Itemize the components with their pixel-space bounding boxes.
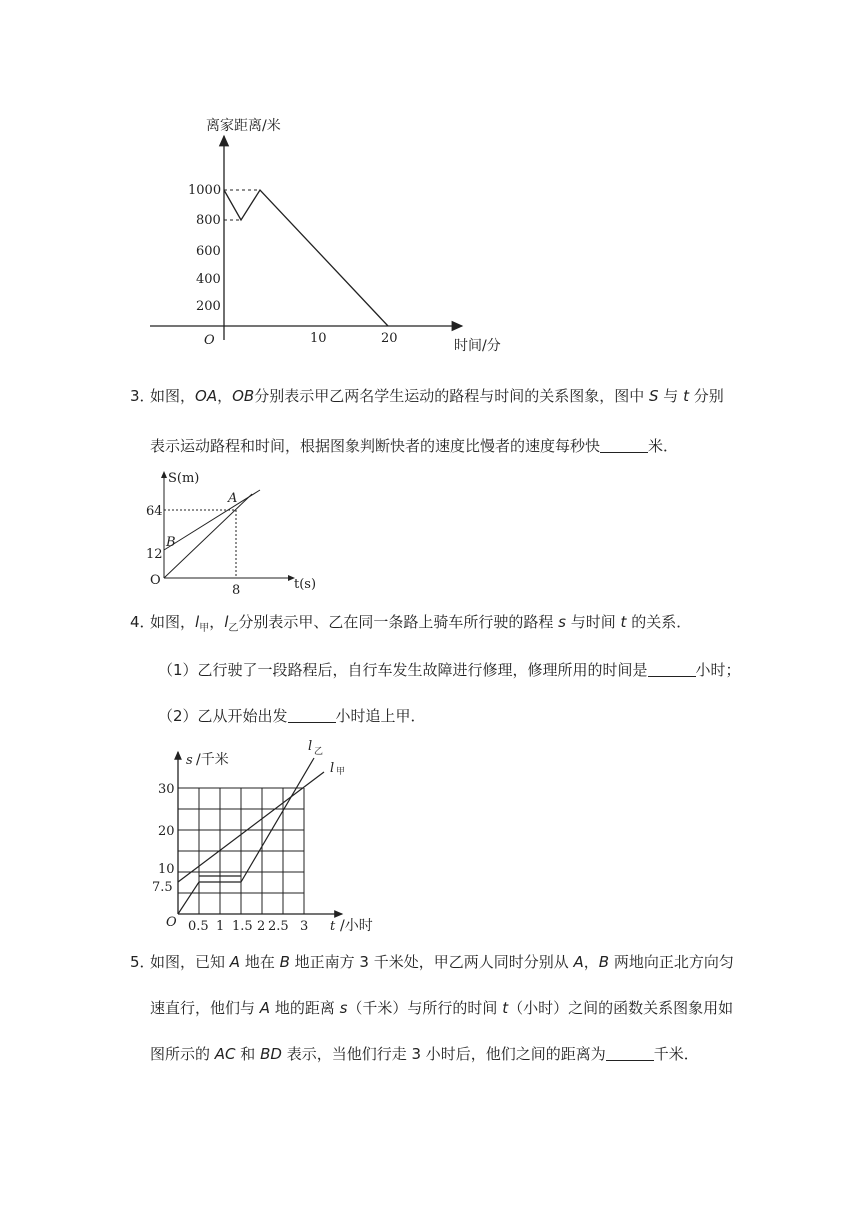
q5-text: 地正南方 3 千米处，甲乙两人同时分别从	[289, 953, 574, 971]
y-tick-400: 400	[196, 272, 221, 287]
q4-sub-jia: 甲	[199, 623, 210, 634]
x-axis-unit: /小时	[340, 918, 373, 934]
y-axis-label: S(m)	[168, 471, 200, 486]
answer-blank[interactable]	[606, 1046, 654, 1061]
q5-a: A	[229, 953, 241, 971]
q3-text: 表示运动路程和时间，根据图象判断快者的速度比慢者的速度每秒快	[150, 437, 601, 455]
q4-sub-yi: 乙	[228, 623, 239, 634]
q3-text: 如图，	[150, 387, 196, 405]
x-tick-1-5: 1.5	[232, 919, 253, 934]
q4-text: （2）乙从开始出发	[158, 707, 288, 725]
x-tick-8: 8	[232, 583, 241, 596]
q4-text: 小时追上甲．	[335, 707, 426, 725]
y-tick-30: 30	[158, 782, 175, 797]
q3-ob: OB	[232, 387, 255, 405]
origin-label: O	[150, 573, 161, 588]
question-5-line-2	[150, 998, 733, 1018]
x-tick-10: 10	[310, 331, 327, 346]
q4-text: 与时间	[565, 613, 621, 631]
q4-l-jia: l	[195, 613, 200, 631]
distance-line	[224, 190, 388, 326]
origin-label: O	[204, 333, 215, 348]
q5-text: （千米）与所行的时间	[347, 999, 503, 1017]
question-5-number: 5．	[130, 953, 155, 971]
q4-text: （1）乙行驶了一段路程后，自行车发生故障进行修理，修理所用的时间是	[158, 661, 648, 679]
question-4-sub-1	[158, 660, 741, 680]
x-tick-0-5: 0.5	[188, 919, 209, 934]
label-l-yi-sub: 乙	[314, 747, 324, 757]
x-axis-var: t	[330, 919, 336, 934]
x-tick-2: 2	[257, 919, 266, 934]
question-5-line-3	[150, 1044, 699, 1064]
y-axis-label: 离家距离/米	[206, 118, 281, 134]
line-ob	[164, 490, 260, 550]
y-axis-unit: /千米	[196, 752, 229, 768]
q4-text: 的关系．	[626, 613, 692, 631]
y-tick-10: 10	[158, 862, 175, 877]
biking-distance-graph	[148, 736, 388, 936]
q5-text: 千米．	[653, 1045, 699, 1063]
q4-t: t	[620, 613, 627, 631]
q4-text: 如图，	[150, 613, 196, 631]
q4-text: ，	[209, 613, 225, 631]
q5-text: 地在	[240, 953, 280, 971]
y-tick-12: 12	[146, 547, 163, 562]
answer-blank[interactable]	[648, 662, 696, 677]
question-5-line-1	[130, 952, 734, 972]
label-l-yi: l	[308, 739, 313, 754]
q3-text: ，	[217, 387, 233, 405]
q3-text: 分别表示甲乙两名学生运动的路程与时间的关系图象，图中	[254, 387, 649, 405]
q3-s: S	[649, 387, 659, 405]
q5-text: 图所示的	[150, 1045, 215, 1063]
q4-s: s	[558, 613, 566, 631]
q3-text: 米．	[648, 437, 679, 455]
question-4-sub-2	[158, 706, 426, 726]
x-tick-1: 1	[216, 919, 225, 934]
q3-text: 与	[658, 387, 684, 405]
distance-time-graph	[140, 108, 530, 358]
q5-text: 表示，当他们行走 3 小时后，他们之间的距离为	[281, 1045, 606, 1063]
y-tick-1000: 1000	[188, 183, 222, 198]
q4-l-yi: l	[224, 613, 229, 631]
y-tick-200: 200	[196, 299, 221, 314]
label-l-jia: l	[330, 761, 335, 776]
q5-text: ，	[583, 953, 599, 971]
q5-text: 和	[235, 1045, 261, 1063]
question-3-line-2	[150, 436, 678, 456]
q5-text: 如图，已知	[150, 953, 230, 971]
line-yi	[178, 758, 314, 914]
q5-text: 速直行，他们与	[150, 999, 260, 1017]
y-tick-800: 800	[196, 213, 221, 228]
answer-blank[interactable]	[288, 708, 336, 723]
question-4-line-1	[130, 612, 691, 639]
q5-a: A	[259, 999, 271, 1017]
y-tick-600: 600	[196, 244, 221, 259]
y-tick-64: 64	[146, 504, 163, 519]
question-3-number: 3．	[130, 387, 155, 405]
q5-b: B	[598, 953, 610, 971]
x-tick-2-5: 2.5	[268, 919, 289, 934]
y-tick-20: 20	[158, 824, 175, 839]
point-a-label: A	[228, 491, 238, 506]
q3-oa: OA	[195, 387, 218, 405]
q3-t: t	[683, 387, 689, 405]
line-oa	[164, 494, 252, 578]
answer-blank[interactable]	[600, 438, 648, 453]
point-b-label: B	[166, 535, 176, 550]
q5-s: s	[339, 999, 348, 1017]
q5-b: B	[279, 953, 290, 971]
q4-text: 小时；	[695, 661, 741, 679]
x-axis-label: t(s)	[294, 577, 317, 592]
path-time-graph	[140, 466, 330, 596]
q5-ac: AC	[214, 1045, 236, 1063]
q5-text: （小时）之间的函数关系图象用如	[508, 999, 734, 1017]
x-tick-3: 3	[300, 919, 309, 934]
y-tick-7-5: 7.5	[152, 880, 173, 895]
origin-label: O	[166, 915, 177, 930]
q3-text: 分别	[688, 387, 724, 405]
q5-a: A	[573, 953, 584, 971]
x-axis-label: 时间/分	[454, 338, 501, 354]
question-4-number: 4．	[130, 613, 155, 631]
q4-text: 分别表示甲、乙在同一条路上骑车所行驶的路程	[238, 613, 559, 631]
y-axis-var: s	[186, 753, 193, 768]
question-3-line-1	[130, 386, 724, 406]
q5-bd: BD	[260, 1045, 282, 1063]
q5-text: 地的距离	[270, 999, 340, 1017]
x-tick-20: 20	[381, 331, 398, 346]
q5-text: 两地向正北方向匀	[609, 953, 734, 971]
label-l-jia-sub: 甲	[336, 767, 346, 777]
q5-t: t	[502, 999, 509, 1017]
